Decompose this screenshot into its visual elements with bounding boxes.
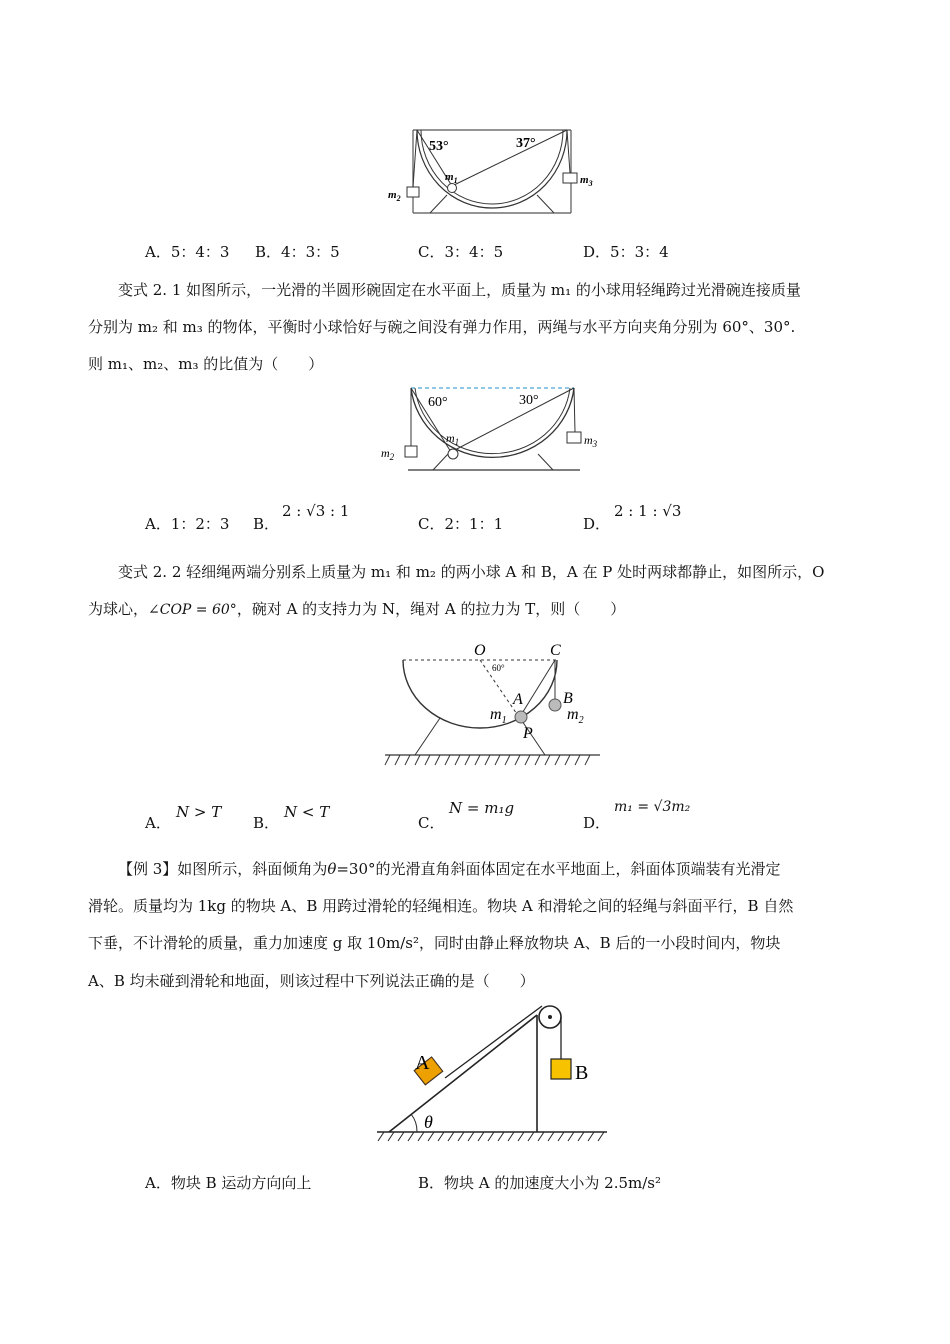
q3-option-d-math: m₁ = √3m₂ xyxy=(614,799,691,815)
ex3-line-1: 【例 3】如图所示，斜面倾角为θ=30°的光滑直角斜面体固定在水平地面上，斜面体顶端装有光滑定 xyxy=(118,860,781,878)
angle-60-label: 60° xyxy=(428,395,448,410)
q3-option-b-math: N < T xyxy=(284,803,330,821)
svg-text:m2: $m_2$ xyxy=(381,446,395,462)
q1-option-c: C．3：4：5 xyxy=(418,243,504,261)
figure-bowl-53-37 xyxy=(385,125,593,220)
figure-bowl-60-30 xyxy=(378,382,603,477)
q2-line-2: 分别为 m₂ 和 m₃ 的物体，平衡时小球恰好与碗之间没有弹力作用，两绳与水平方向夹角分别为 60°、30°. xyxy=(88,318,796,336)
q3-line-2: 为球心，∠COP = 60°，碗对 A 的支持力为 N，绳对 A 的拉力为 T，则（ ） xyxy=(88,600,626,618)
q3-option-a-math: N > T xyxy=(176,803,222,821)
angle-53-label: 53° xyxy=(429,139,449,154)
ex3-line-4: A、B 均未碰到滑轮和地面，则该过程中下列说法正确的是（ ） xyxy=(88,972,535,990)
q2-question xyxy=(88,272,868,383)
ex3-option-b: B．物块 A 的加速度大小为 2.5m/s² xyxy=(418,1174,662,1192)
svg-text:θ: θ xyxy=(424,1112,433,1132)
angle-37-label: 37° xyxy=(516,136,536,151)
q3-option-b: B． xyxy=(253,814,280,832)
svg-text:O: O xyxy=(474,642,486,659)
svg-text:C: C xyxy=(550,642,561,659)
svg-text:60°: 60° xyxy=(492,663,505,673)
q1-option-a: A．5：4：3 xyxy=(145,243,230,261)
q3-option-c: C． xyxy=(418,814,445,832)
q2-option-a: A．1：2：3 xyxy=(145,515,230,533)
q2-option-d-math: 2 : 1 : √3 xyxy=(614,502,682,520)
q3-option-a: A． xyxy=(145,814,171,832)
q2-line-1: 变式 2. 1 如图所示，一光滑的半圆形碗固定在水平面上，质量为 m₁ 的小球用轻绳跨过光滑碗连接质量 xyxy=(118,281,801,299)
figure-bowl-two-balls xyxy=(385,635,600,770)
q2-line-3: 则 m₁、m₂、m₃ 的比值为（ ） xyxy=(88,355,324,373)
svg-text:m2: $m_2$ xyxy=(388,189,401,203)
svg-text:m3: $m_3$ xyxy=(580,174,593,188)
svg-text:m1: $m_1$ xyxy=(446,431,460,447)
ex3-option-a: A．物块 B 运动方向向上 xyxy=(145,1174,312,1192)
svg-text:m1: $m_1$ xyxy=(445,171,458,185)
angle-cop-math: ∠COP = 60° xyxy=(148,602,237,618)
figure-incline-pulley xyxy=(372,995,612,1145)
q2-option-d: D． xyxy=(583,515,611,533)
q3-option-d: D． xyxy=(583,814,611,832)
ex3-line-2: 滑轮。质量均为 1kg 的物块 A、B 用跨过滑轮的轻绳相连。物块 A 和滑轮之间的轻绳与斜面平行，B 自然 xyxy=(88,897,794,915)
svg-text:A: A xyxy=(415,1052,430,1074)
q2-option-b-math: 2 : √3 : 1 xyxy=(282,502,350,520)
angle-30-label: 30° xyxy=(519,393,539,408)
svg-text:m3: $m_3$ xyxy=(584,433,598,449)
svg-text:A: A xyxy=(513,691,523,708)
svg-text:m2: $m_2$ xyxy=(567,706,584,726)
svg-text:m1: $m_1$ xyxy=(490,706,507,726)
q1-option-d: D．5：3：4 xyxy=(583,243,669,261)
q3-line-1: 变式 2. 2 轻细绳两端分别系上质量为 m₁ 和 m₂ 的两小球 A 和 B，A 在 P 处时两球都静止，如图所示，O xyxy=(118,563,825,581)
svg-text:B: B xyxy=(563,690,573,707)
svg-text:P: P xyxy=(523,725,533,742)
svg-text:B: B xyxy=(575,1062,589,1084)
q3-option-c-math: N = m₁g xyxy=(449,799,515,817)
q2-option-c: C．2：1：1 xyxy=(418,515,504,533)
q2-option-b: B． xyxy=(253,515,280,533)
ex3-line-3: 下垂，不计滑轮的质量，重力加速度 g 取 10m/s²，同时由静止释放物块 A、B 后的一小段时间内，物块 xyxy=(88,934,781,952)
q1-option-b: B．4：3：5 xyxy=(255,243,340,261)
